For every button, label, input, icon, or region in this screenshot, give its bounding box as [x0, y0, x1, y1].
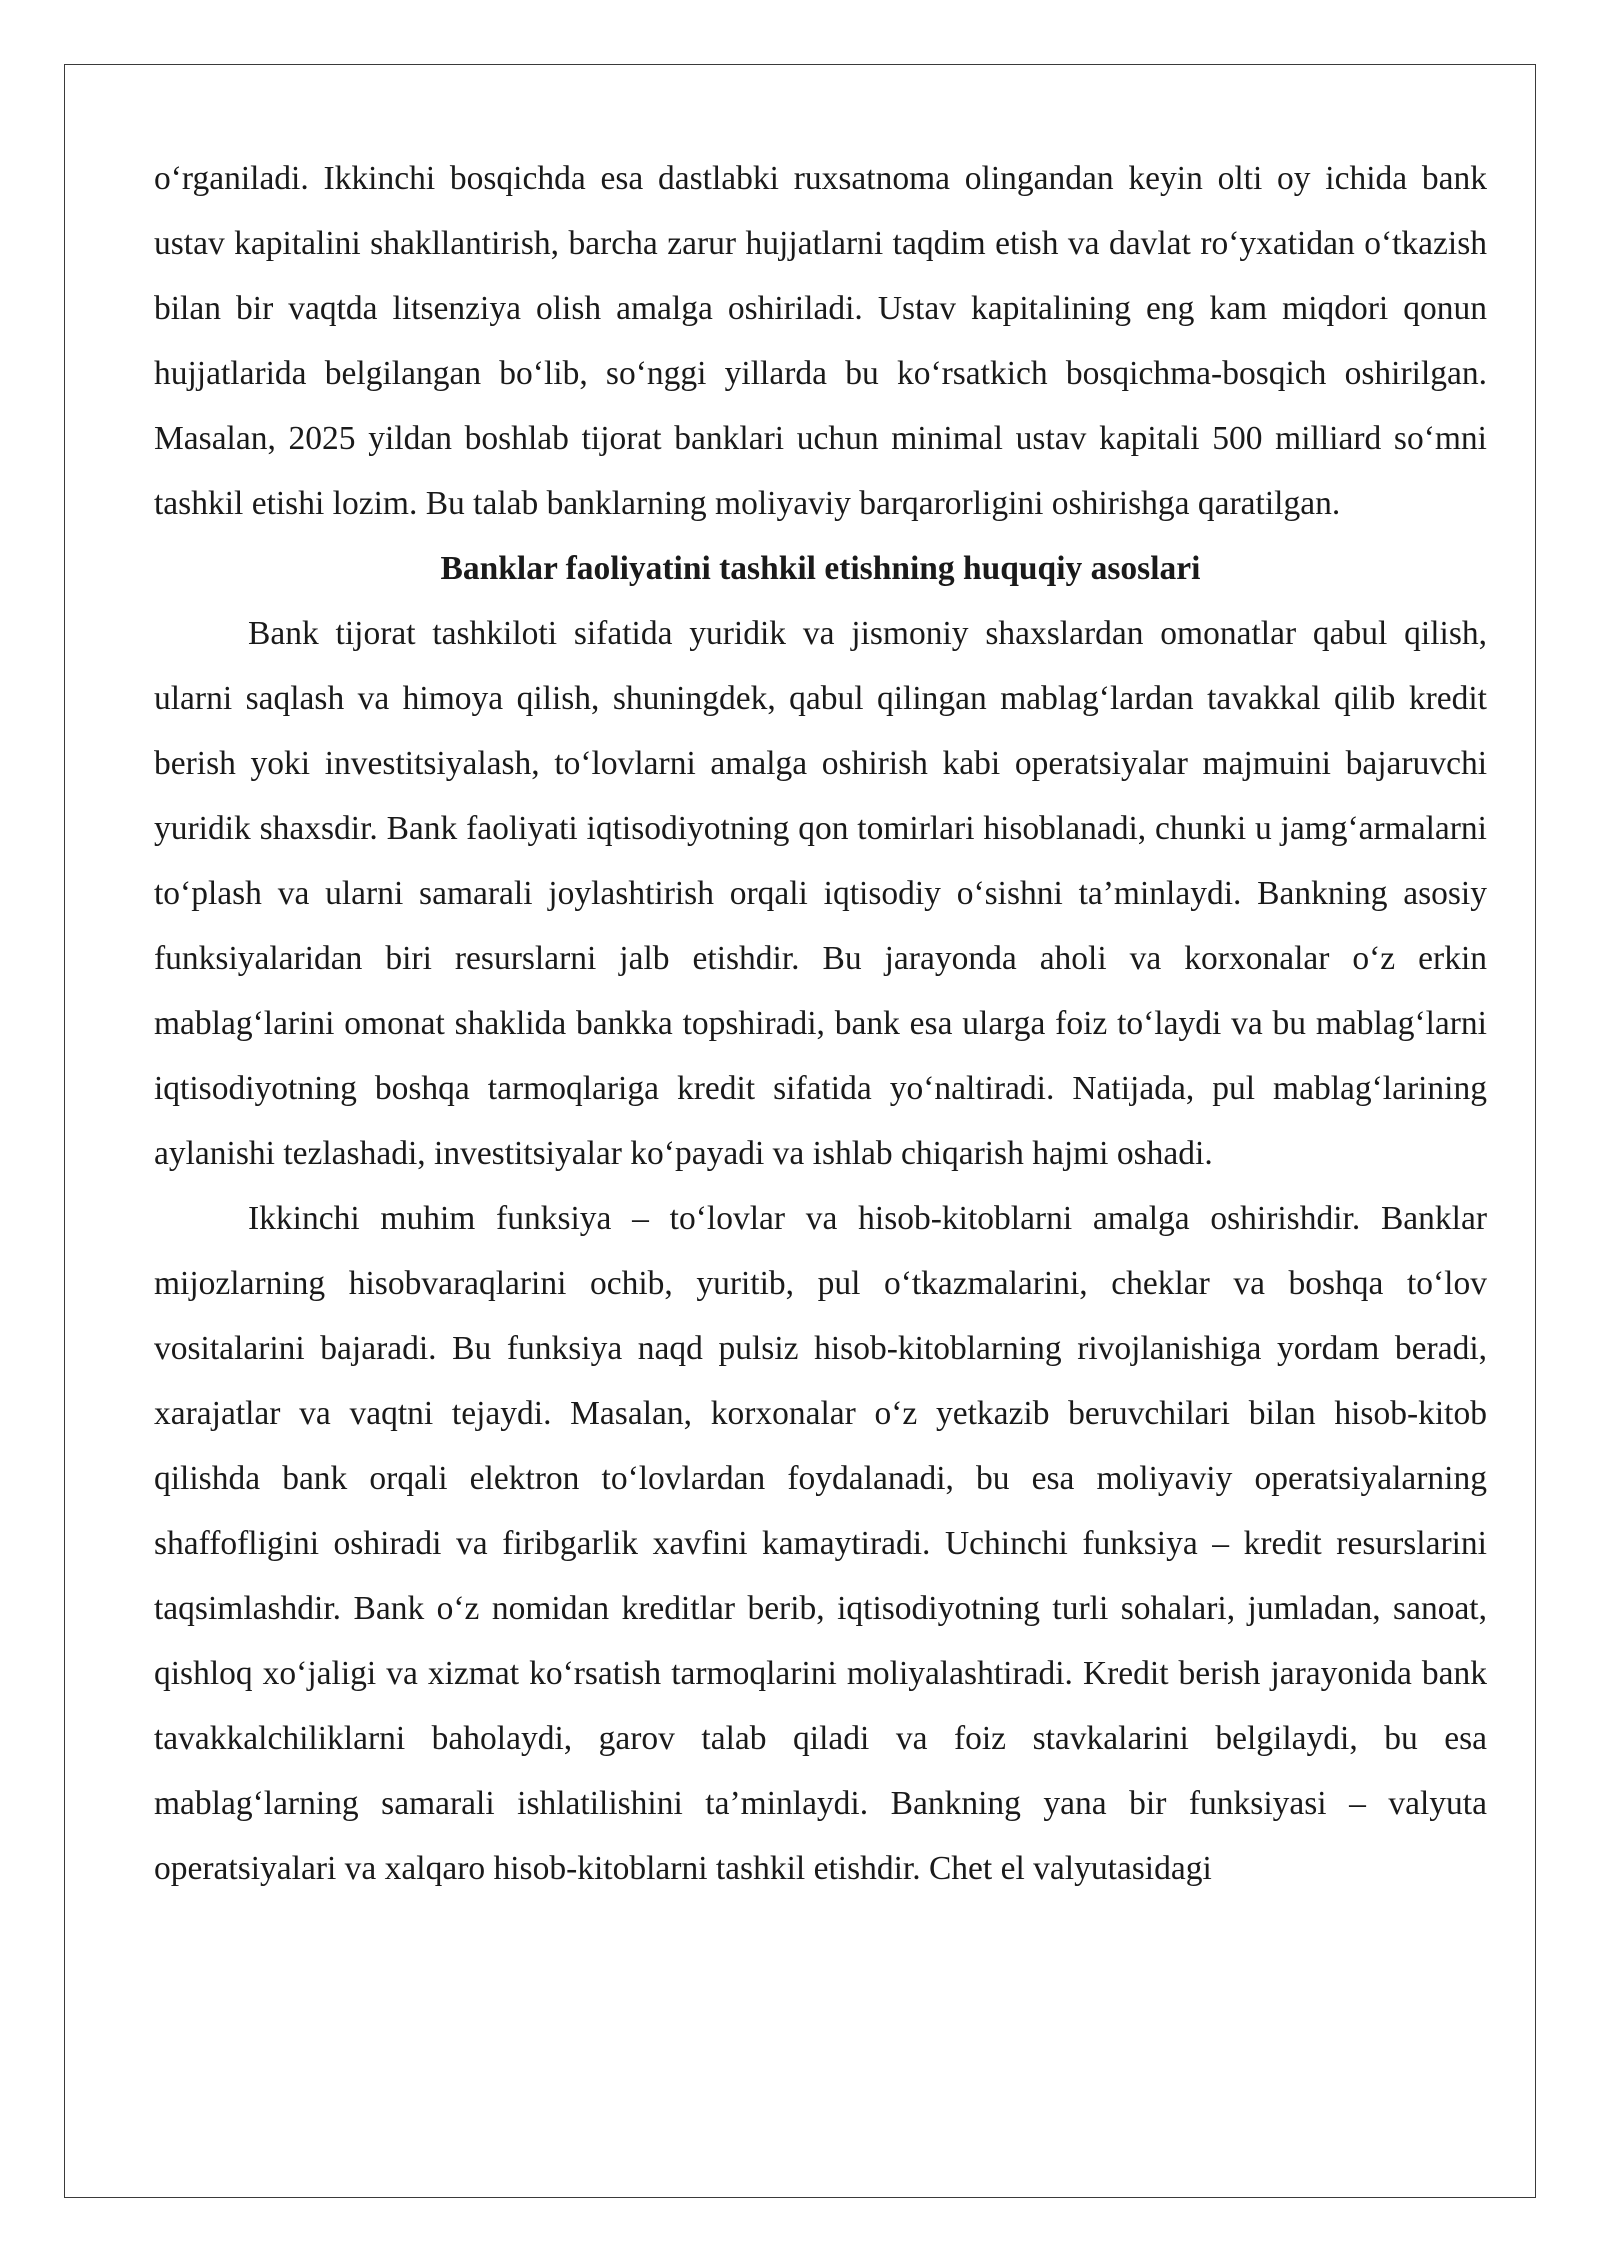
paragraph-bank-functions: Ikkinchi muhim funksiya – to‘lovlar va hisob-kitoblarni amalga oshirishdir. Banklar mijozlarning hisobvaraqlarini ochib, yuritib, pul o‘tkazmalarini, cheklar va boshqa to‘lov vositalarini bajaradi. Bu funksiya naqd pulsiz hisob-kitoblarning rivojlanishiga yordam beradi, xarajatlar va vaqtni tejaydi. Masalan, korxonalar o‘z yetkazib beruvchilari bilan hisob-kitob qilishda bank orqali elektron to‘lovlardan foydalanadi, bu esa moliyaviy operatsiyalarning shaffofligini oshiradi va firibgarlik xavfini kamaytiradi. Uchinchi funksiya – kredit resurslarini taqsimlashdir. Bank o‘z nomidan kreditlar berib, iqtisodiyotning turli sohalari, jumladan, sanoat, qishloq xo‘jaligi va xizmat ko‘rsatish tarmoqlarini moliyalashtiradi. Kredit berish jarayonida bank tavakkalchiliklarni baholaydi, garov talab qiladi va foiz stavkalarini belgilaydi, bu esa mablag‘larning samarali ishlatilishini ta’minlaydi. Bankning yana bir funksiyasi – valyuta operatsiyalari va xalqaro hisob-kitoblarni tashkil etishdir. Chet el valyutasidagi	[154, 1200, 1487, 1887]
section-heading: Banklar faoliyatini tashkil etishning huquqiy asoslari	[440, 550, 1201, 587]
paragraph-continued: o‘rganiladi. Ikkinchi bosqichda esa dastlabki ruxsatnoma olingandan keyin olti oy ichida bank ustav kapitalini shakllantirish, barcha zarur hujjatlarni taqdim etish va davlat ro‘yxatidan o‘tkazish bilan bir vaqtda litsenziya olish amalga oshiriladi. Ustav kapitalining eng kam miqdori qonun hujjatlarida belgilangan bo‘lib, so‘nggi yillarda bu ko‘rsatkich bosqichma-bosqich oshirilgan. Masalan, 2025 yildan boshlab tijorat banklari uchun minimal ustav kapitali 500 milliard so‘mni tashkil etishi lozim. Bu talab banklarning moliyaviy barqarorligini oshirishga qaratilgan.	[154, 160, 1487, 522]
document-body	[154, 146, 1487, 1901]
paragraph-bank-definition: Bank tijorat tashkiloti sifatida yuridik va jismoniy shaxslardan omonatlar qabul qilish, ularni saqlash va himoya qilish, shuningdek, qabul qilingan mablag‘lardan tavakkal qilib kredit berish yoki investitsiyalash, to‘lovlarni amalga oshirish kabi operatsiyalar majmuini bajaruvchi yuridik shaxsdir. Bank faoliyati iqtisodiyotning qon tomirlari hisoblanadi, chunki u jamg‘armalarni to‘plash va ularni samarali joylashtirish orqali iqtisodiy o‘sishni ta’minlaydi. Bankning asosiy funksiyalaridan biri resurslarni jalb etishdir. Bu jarayonda aholi va korxonalar o‘z erkin mablag‘larini omonat shaklida bankka topshiradi, bank esa ularga foiz to‘laydi va bu mablag‘larni iqtisodiyotning boshqa tarmoqlariga kredit sifatida yo‘naltiradi. Natijada, pul mablag‘larining aylanishi tezlashadi, investitsiyalar ko‘payadi va ishlab chiqarish hajmi oshadi.	[154, 615, 1487, 1172]
